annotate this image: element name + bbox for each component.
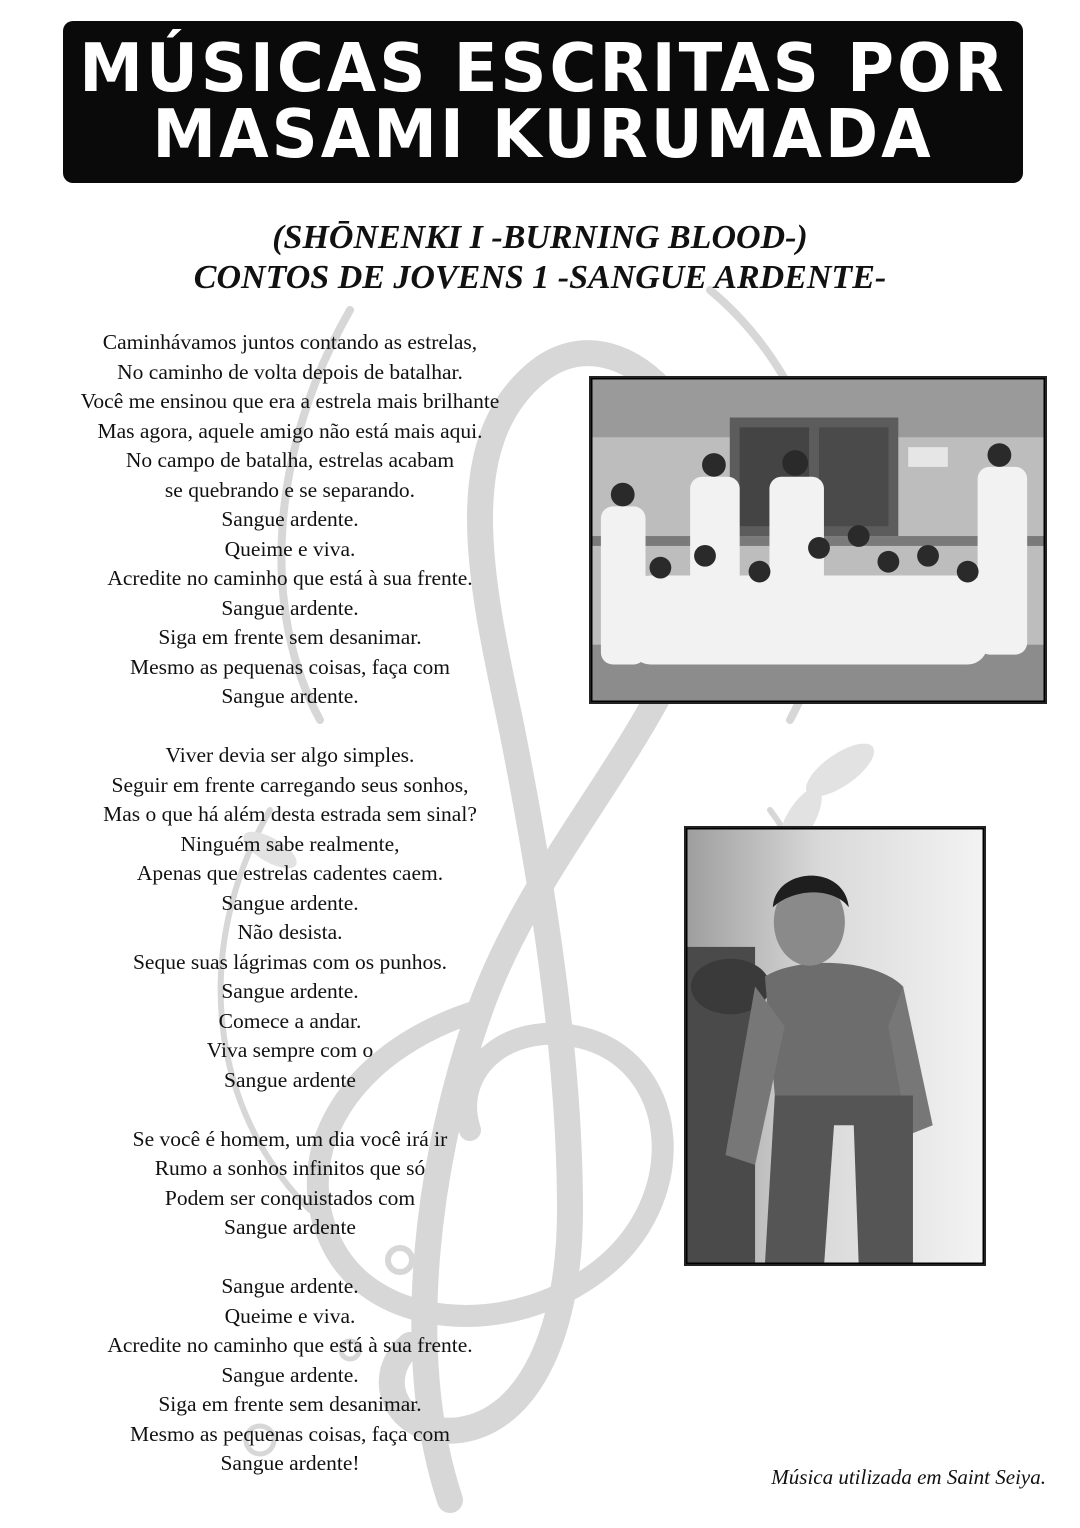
lyric-line: No caminho de volta depois de batalhar. <box>117 359 463 384</box>
lyric-line: Rumo a sonhos infinitos que só <box>154 1156 426 1180</box>
lyric-line: Apenas que estrelas cadentes caem. <box>136 861 444 885</box>
song-title-translated: CONTOS DE JOVENS 1 -SANGUE ARDENTE- <box>193 259 887 296</box>
lyric-line: Mas agora, aquele amigo não está mais aqui. <box>97 418 483 443</box>
lyrics-column <box>40 328 540 1508</box>
lyrics-stanza-4 <box>40 1272 540 1479</box>
lyric-line: Queime e viva. <box>224 536 356 561</box>
lyric-line: No campo de batalha, estrelas acabam <box>125 448 455 472</box>
lyric-line: Caminhávamos juntos contando as estrelas, <box>102 330 478 354</box>
lyric-line: Viva sempre com o <box>206 1038 374 1062</box>
lyrics-stanza-1 <box>40 328 540 712</box>
lyric-line: Acredite no caminho que está à sua frente. <box>107 566 473 590</box>
lyric-line: Comece a andar. <box>218 1008 362 1033</box>
lyric-line: Sangue ardente <box>224 1067 356 1092</box>
lyric-line: Seguir em frente carregando seus sonhos, <box>111 772 469 797</box>
portrait-photo <box>684 826 986 1266</box>
page-title-line-1: MÚSICAS ESCRITAS POR <box>79 30 1007 108</box>
lyric-line: Siga em frente sem desanimar. <box>158 625 422 649</box>
footer-note: Música utilizada em Saint Seiya. <box>771 1465 1046 1489</box>
lyric-line: se quebrando e se separando. <box>164 477 416 502</box>
lyrics-stanza-3 <box>40 1125 540 1243</box>
page-title-line-2: MASAMI KURUMADA <box>152 96 934 174</box>
lyric-line: Seque suas lágrimas com os punhos. <box>132 949 448 974</box>
lyric-line: Sangue ardente! <box>220 1451 360 1475</box>
song-title-original: (SHŌNENKI I -BURNING BLOOD-) <box>272 219 808 256</box>
lyric-line: Sangue ardente. <box>221 1362 359 1387</box>
lyric-line: Sangue ardente. <box>221 890 359 915</box>
lyric-line: Podem ser conquistados com <box>164 1185 416 1210</box>
lyrics-stanza-2 <box>40 741 540 1095</box>
lyric-line: Siga em frente sem desanimar. <box>158 1392 422 1416</box>
lyric-line: Mas o que há além desta estrada sem sinal? <box>103 802 477 826</box>
lyric-line: Queime e viva. <box>224 1303 356 1328</box>
lyric-line: Ninguém sabe realmente, <box>180 831 400 856</box>
lyric-line: Mesmo as pequenas coisas, faça com <box>129 1421 450 1446</box>
lyric-line: Sangue ardente. <box>221 507 359 531</box>
group-photo <box>589 376 1047 704</box>
lyric-line: Mesmo as pequenas coisas, faça com <box>129 654 450 679</box>
lyric-line: Sangue ardente. <box>221 684 359 708</box>
lyric-line: Se você é homem, um dia você irá ir <box>132 1126 448 1151</box>
lyric-line: Acredite no caminho que está à sua frente. <box>107 1333 473 1357</box>
lyric-line: Não desista. <box>237 920 343 944</box>
title-banner <box>63 21 1023 183</box>
song-title <box>0 218 1080 298</box>
lyric-line: Sangue ardente. <box>221 595 359 620</box>
lyric-line: Você me ensinou que era a estrela mais brilhante <box>80 389 500 413</box>
lyric-line: Sangue ardente. <box>221 979 359 1003</box>
lyric-line: Viver devia ser algo simples. <box>165 743 415 767</box>
lyric-line: Sangue ardente. <box>221 1274 359 1298</box>
lyric-line: Sangue ardente <box>224 1215 356 1239</box>
